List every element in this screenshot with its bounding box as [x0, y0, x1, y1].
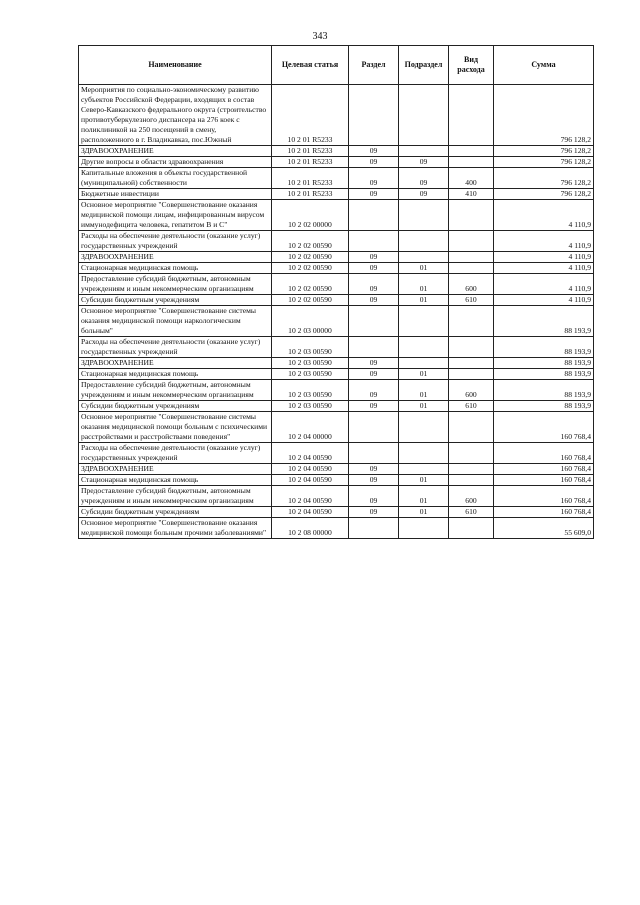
cell-code: 10 2 02 00590	[272, 274, 349, 295]
table-row	[79, 263, 594, 274]
cell-section	[349, 337, 399, 358]
cell-vid	[449, 200, 494, 231]
cell-name: Основное мероприятие "Совершенствование оказания медицинской помощи больным прочими заболеваниями"	[79, 518, 272, 539]
cell-subsection	[399, 200, 449, 231]
cell-vid	[449, 263, 494, 274]
cell-vid	[449, 464, 494, 475]
cell-name: Основное мероприятие "Совершенствование системы оказания медицинской помощи наркологическим больным"	[79, 306, 272, 337]
cell-subsection: 01	[399, 295, 449, 306]
cell-section: 09	[349, 252, 399, 263]
cell-code: 10 2 03 00590	[272, 337, 349, 358]
table-row	[79, 146, 594, 157]
cell-name: Субсидии бюджетным учреждениям	[79, 507, 272, 518]
cell-section: 09	[349, 168, 399, 189]
cell-sum: 160 768,4	[494, 464, 594, 475]
cell-code: 10 2 02 00590	[272, 263, 349, 274]
cell-code: 10 2 02 00590	[272, 295, 349, 306]
cell-code: 10 2 04 00590	[272, 443, 349, 464]
cell-section	[349, 306, 399, 337]
cell-subsection	[399, 306, 449, 337]
cell-section: 09	[349, 369, 399, 380]
cell-code: 10 2 04 00590	[272, 475, 349, 486]
cell-code: 10 2 03 00590	[272, 358, 349, 369]
cell-name: Мероприятия по социально-экономическому развитию субъектов Российской Федерации, входящих в состав Северо-Кавказского федерального округа (строительство противотуберкулезного диспансера на 276 коек с поликлиникой на 250 посещений в смену, расположенного в г. Владикавказ, пос.Южный	[79, 85, 272, 146]
cell-subsection	[399, 252, 449, 263]
cell-section	[349, 518, 399, 539]
cell-code: 10 2 03 00000	[272, 306, 349, 337]
cell-name: ЗДРАВООХРАНЕНИЕ	[79, 252, 272, 263]
cell-subsection: 01	[399, 401, 449, 412]
cell-sum: 796 128,2	[494, 189, 594, 200]
cell-vid: 410	[449, 189, 494, 200]
cell-section: 09	[349, 464, 399, 475]
cell-code: 10 2 01 R5233	[272, 168, 349, 189]
cell-code: 10 2 03 00590	[272, 380, 349, 401]
table-row	[79, 295, 594, 306]
cell-sum: 4 110,9	[494, 295, 594, 306]
cell-vid: 610	[449, 401, 494, 412]
cell-vid: 600	[449, 380, 494, 401]
cell-section	[349, 231, 399, 252]
cell-section: 09	[349, 507, 399, 518]
table-row	[79, 168, 594, 189]
cell-subsection: 01	[399, 274, 449, 295]
table-row	[79, 401, 594, 412]
cell-sum: 55 609,0	[494, 518, 594, 539]
cell-vid	[449, 358, 494, 369]
cell-subsection	[399, 85, 449, 146]
cell-subsection	[399, 412, 449, 443]
cell-code: 10 2 04 00590	[272, 464, 349, 475]
cell-code: 10 2 08 00000	[272, 518, 349, 539]
cell-sum: 4 110,9	[494, 263, 594, 274]
cell-name: ЗДРАВООХРАНЕНИЕ	[79, 358, 272, 369]
table-row	[79, 464, 594, 475]
budget-table	[78, 45, 594, 539]
cell-code: 10 2 01 R5233	[272, 189, 349, 200]
cell-vid	[449, 518, 494, 539]
cell-code: 10 2 04 00000	[272, 412, 349, 443]
cell-sum: 4 110,9	[494, 252, 594, 263]
cell-name: Другие вопросы в области здравоохранения	[79, 157, 272, 168]
table-row	[79, 231, 594, 252]
cell-vid: 600	[449, 274, 494, 295]
cell-vid	[449, 85, 494, 146]
cell-subsection: 09	[399, 157, 449, 168]
cell-name: Предоставление субсидий бюджетным, автономным учреждениям и иным некоммерческим организациям	[79, 486, 272, 507]
cell-sum: 160 768,4	[494, 412, 594, 443]
cell-vid	[449, 369, 494, 380]
page-number: 343	[312, 31, 328, 42]
cell-sum: 160 768,4	[494, 475, 594, 486]
cell-name: ЗДРАВООХРАНЕНИЕ	[79, 146, 272, 157]
table-row	[79, 189, 594, 200]
col-header-subsection: Подраздел	[399, 46, 449, 85]
cell-sum: 4 110,9	[494, 274, 594, 295]
cell-code: 10 2 01 R5233	[272, 157, 349, 168]
cell-name: Стационарная медицинская помощь	[79, 263, 272, 274]
cell-section: 09	[349, 475, 399, 486]
cell-subsection: 01	[399, 475, 449, 486]
cell-subsection: 01	[399, 380, 449, 401]
cell-vid: 610	[449, 507, 494, 518]
cell-name: Стационарная медицинская помощь	[79, 369, 272, 380]
table-row	[79, 475, 594, 486]
cell-section: 09	[349, 263, 399, 274]
cell-section: 09	[349, 189, 399, 200]
cell-vid	[449, 252, 494, 263]
cell-sum: 160 768,4	[494, 507, 594, 518]
cell-sum: 160 768,4	[494, 486, 594, 507]
table-row	[79, 274, 594, 295]
cell-code: 10 2 03 00590	[272, 369, 349, 380]
cell-subsection	[399, 464, 449, 475]
cell-section: 09	[349, 146, 399, 157]
cell-vid	[449, 146, 494, 157]
cell-vid	[449, 475, 494, 486]
cell-subsection: 01	[399, 507, 449, 518]
cell-section	[349, 412, 399, 443]
cell-name: Субсидии бюджетным учреждениям	[79, 401, 272, 412]
cell-sum: 796 128,2	[494, 85, 594, 146]
cell-section: 09	[349, 295, 399, 306]
table-row	[79, 306, 594, 337]
cell-section: 09	[349, 358, 399, 369]
cell-vid: 600	[449, 486, 494, 507]
cell-sum: 796 128,2	[494, 146, 594, 157]
table-row	[79, 85, 594, 146]
cell-code: 10 2 02 00590	[272, 252, 349, 263]
table-row	[79, 337, 594, 358]
cell-vid	[449, 157, 494, 168]
table-row	[79, 157, 594, 168]
col-header-sum: Сумма	[494, 46, 594, 85]
cell-sum: 88 193,9	[494, 337, 594, 358]
cell-vid: 400	[449, 168, 494, 189]
cell-section: 09	[349, 486, 399, 507]
table-row	[79, 518, 594, 539]
cell-section	[349, 200, 399, 231]
cell-name: Расходы на обеспечение деятельности (оказание услуг) государственных учреждений	[79, 231, 272, 252]
cell-section: 09	[349, 380, 399, 401]
cell-subsection	[399, 337, 449, 358]
cell-sum: 88 193,9	[494, 369, 594, 380]
cell-section: 09	[349, 157, 399, 168]
cell-subsection	[399, 358, 449, 369]
cell-sum: 88 193,9	[494, 358, 594, 369]
cell-vid	[449, 412, 494, 443]
cell-code: 10 2 03 00590	[272, 401, 349, 412]
cell-subsection: 09	[399, 189, 449, 200]
col-header-vid: Вид расхода	[449, 46, 494, 85]
table-row	[79, 380, 594, 401]
col-header-name: Наименование	[79, 46, 272, 85]
cell-sum: 4 110,9	[494, 231, 594, 252]
cell-name: Капитальные вложения в объекты государственной (муниципальной) собственности	[79, 168, 272, 189]
cell-name: Основное мероприятие "Совершенствование оказания медицинской помощи лицам, инфицированным вирусом иммунодефицита человека, гепатитом В и С"	[79, 200, 272, 231]
cell-name: Основное мероприятие "Совершенствование системы оказания медицинской помощи больным с психическими расстройствами и расстройствами поведения"	[79, 412, 272, 443]
table-row	[79, 507, 594, 518]
cell-section: 09	[349, 401, 399, 412]
cell-subsection	[399, 146, 449, 157]
cell-sum: 796 128,2	[494, 157, 594, 168]
col-header-section: Раздел	[349, 46, 399, 85]
table-row	[79, 369, 594, 380]
table-row	[79, 412, 594, 443]
cell-code: 10 2 02 00590	[272, 231, 349, 252]
cell-name: Предоставление субсидий бюджетным, автономным учреждениям и иным некоммерческим организациям	[79, 380, 272, 401]
cell-subsection	[399, 231, 449, 252]
cell-subsection: 01	[399, 369, 449, 380]
cell-code: 10 2 01 R5233	[272, 85, 349, 146]
cell-subsection: 09	[399, 168, 449, 189]
col-header-code: Целевая статья	[272, 46, 349, 85]
cell-subsection: 01	[399, 263, 449, 274]
cell-vid	[449, 337, 494, 358]
cell-name: Расходы на обеспечение деятельности (оказание услуг) государственных учреждений	[79, 443, 272, 464]
cell-name: ЗДРАВООХРАНЕНИЕ	[79, 464, 272, 475]
cell-vid	[449, 306, 494, 337]
cell-sum: 88 193,9	[494, 401, 594, 412]
cell-code: 10 2 04 00590	[272, 486, 349, 507]
cell-name: Стационарная медицинская помощь	[79, 475, 272, 486]
cell-subsection	[399, 518, 449, 539]
cell-name: Субсидии бюджетным учреждениям	[79, 295, 272, 306]
cell-code: 10 2 04 00590	[272, 507, 349, 518]
cell-section	[349, 443, 399, 464]
cell-vid	[449, 443, 494, 464]
cell-code: 10 2 02 00000	[272, 200, 349, 231]
table-row	[79, 200, 594, 231]
cell-sum: 88 193,9	[494, 306, 594, 337]
cell-section	[349, 85, 399, 146]
cell-name: Расходы на обеспечение деятельности (оказание услуг) государственных учреждений	[79, 337, 272, 358]
table-header-row	[79, 46, 594, 85]
table-row	[79, 252, 594, 263]
cell-vid: 610	[449, 295, 494, 306]
cell-vid	[449, 231, 494, 252]
cell-sum: 160 768,4	[494, 443, 594, 464]
table-row	[79, 443, 594, 464]
cell-subsection: 01	[399, 486, 449, 507]
cell-subsection	[399, 443, 449, 464]
cell-name: Бюджетные инвестиции	[79, 189, 272, 200]
table-row	[79, 358, 594, 369]
cell-sum: 88 193,9	[494, 380, 594, 401]
cell-sum: 4 110,9	[494, 200, 594, 231]
cell-code: 10 2 01 R5233	[272, 146, 349, 157]
cell-sum: 796 128,2	[494, 168, 594, 189]
cell-name: Предоставление субсидий бюджетным, автономным учреждениям и иным некоммерческим организациям	[79, 274, 272, 295]
cell-section: 09	[349, 274, 399, 295]
table-row	[79, 486, 594, 507]
